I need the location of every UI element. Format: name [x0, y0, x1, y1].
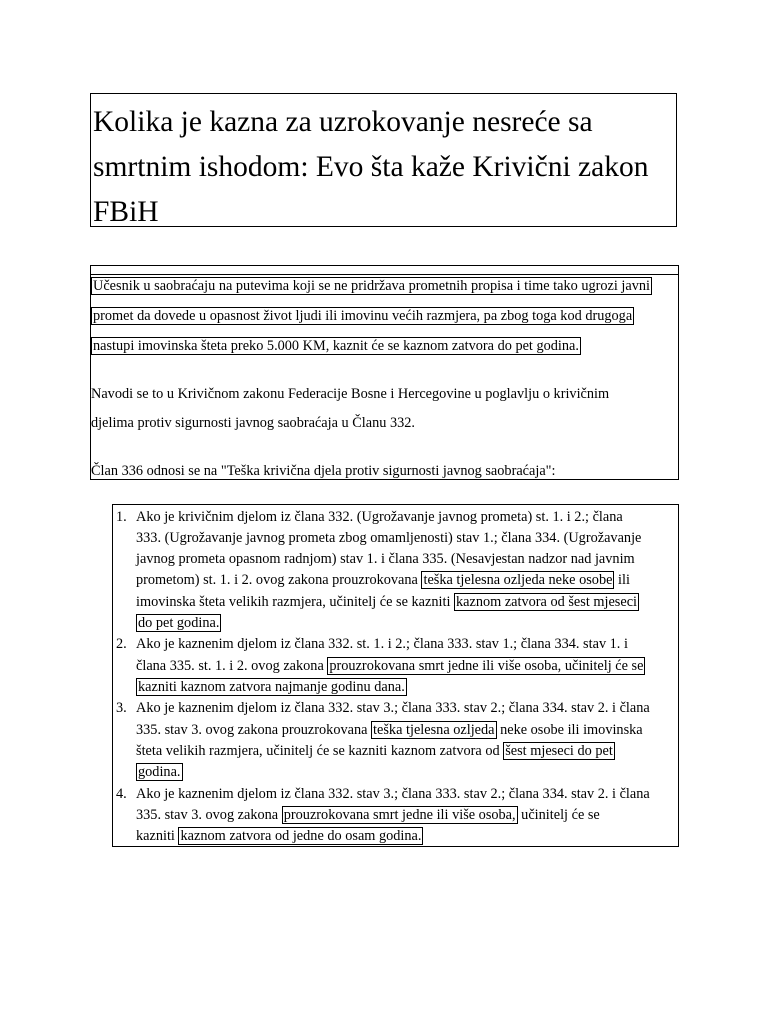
intro-p3: Član 336 odnosi se na "Teška krivična djela protiv sigurnosti javnog saobraćaja": — [91, 463, 556, 479]
intro-top-divider — [91, 266, 678, 275]
list-item-1-line-6 — [136, 613, 221, 633]
list-item-2-line-3 — [136, 677, 407, 697]
list-item-1-line-4 — [136, 570, 630, 590]
list-item-1-highlight-sentence: kaznom zatvora od šest mjeseci — [456, 594, 638, 610]
intro-p2-line-1: Navodi se to u Krivičnom zakonu Federacije Bosne i Hercegovine u poglavlju o krivičnim — [91, 386, 610, 402]
intro-p2-line-2: djelima protiv sigurnosti javnog saobraćaja u Članu 332. — [91, 415, 415, 431]
article-title — [90, 93, 677, 227]
list-item-4-highlight-sentence: kaznom zatvora od jedne do osam godina. — [180, 828, 422, 844]
list-item-3-highlight-sentence: šest mjeseci do pet — [505, 743, 613, 759]
list-item-1-line-5a: imovinska šteta velikih razmjera, učinitelj će se kazniti — [136, 594, 454, 610]
list-item-4-line-2a: 335. stav 3. ovog zakona — [136, 807, 282, 823]
list-item-1-line-4c: ili — [614, 572, 630, 588]
intro-section — [90, 265, 679, 480]
list-item-1-line-2: 333. (Ugrožavanje javnog prometa zbog omamljenosti) stav 1.; člana 334. (Ugrožavanje — [136, 530, 642, 546]
list-item-3-line-3 — [136, 741, 615, 761]
intro-p1-line-3 — [91, 336, 581, 356]
list-item-2-line-1: Ako je kaznenim djelom iz člana 332. st. 1. i 2.; člana 333. stav 1.; člana 334. stav 1. i — [136, 636, 628, 652]
penalties-list — [112, 504, 679, 847]
list-item-3-number: 3. — [116, 700, 127, 716]
list-item-2-number: 2. — [116, 636, 127, 652]
list-item-3-line-3a: šteta velikih razmjera, učinitelj će se kazniti kaznom zatvora od — [136, 743, 504, 759]
list-item-1-highlight-sentence-end: do pet godina. — [138, 615, 220, 631]
list-item-4-line-3a: kazniti — [136, 828, 179, 844]
list-item-4-number: 4. — [116, 786, 127, 802]
list-item-3-highlight-sentence-end: godina. — [138, 764, 181, 780]
intro-p1-line-2-text: promet da dovede u opasnost život ljudi ili imovinu većih razmjera, pa zbog toga kod drugoga — [93, 308, 633, 324]
intro-p1-line-2 — [91, 306, 634, 326]
list-item-3-line-2 — [136, 720, 643, 740]
title-line-2: smrtnim ishodom: Evo šta kaže Krivični zakon — [93, 151, 649, 183]
intro-p1-line-3-text: nastupi imovinska šteta preko 5.000 KM, kaznit će se kaznom zatvora do pet godina. — [93, 338, 579, 354]
list-item-2-line-2a: člana 335. st. 1. i 2. ovog zakona — [136, 658, 328, 674]
list-item-3-highlight-injury: teška tjelesna ozljeda — [373, 722, 495, 738]
list-item-2-line-2 — [136, 656, 645, 676]
list-item-1-highlight-injury: teška tjelesna ozljeda neke osobe — [423, 572, 613, 588]
title-line-3: FBiH — [93, 196, 159, 228]
list-item-2-highlight-sentence: kazniti kaznom zatvora najmanje godinu dana. — [138, 679, 405, 695]
list-item-3-line-2c: neke osobe ili imovinska — [496, 722, 643, 738]
list-item-3-line-1: Ako je kaznenim djelom iz člana 332. stav 3.; člana 333. stav 2.; člana 334. stav 2. i člana — [136, 700, 650, 716]
list-item-4-highlight-death: prouzrokovana smrt jedne ili više osoba, — [283, 807, 516, 823]
list-item-2-highlight-death: prouzrokovana smrt jedne ili više osoba, učinitelj će se — [329, 658, 644, 674]
list-item-1-line-1: Ako je krivičnim djelom iz člana 332. (Ugrožavanje javnog prometa) st. 1. i 2.; člana — [136, 509, 623, 525]
list-item-4-line-3 — [136, 826, 423, 846]
list-item-1-line-5 — [136, 592, 639, 612]
intro-p1-line-1 — [91, 276, 652, 296]
list-item-4-line-2 — [136, 805, 600, 825]
list-item-3-line-2a: 335. stav 3. ovog zakona prouzrokovana — [136, 722, 372, 738]
list-item-1-line-4a: prometom) st. 1. i 2. ovog zakona prouzrokovana — [136, 572, 422, 588]
title-line-1: Kolika je kazna za uzrokovanje nesreće sa — [93, 106, 593, 138]
list-item-4-line-2c: učinitelj će se — [517, 807, 600, 823]
list-item-1-line-3: javnog prometa opasnom radnjom) stav 1. i člana 335. (Nesavjestan nadzor nad javnim — [136, 551, 635, 567]
list-item-4-line-1: Ako je kaznenim djelom iz člana 332. stav 3.; člana 333. stav 2.; člana 334. stav 2. i člana — [136, 786, 650, 802]
intro-p1-line-1-text: Učesnik u saobraćaju na putevima koji se ne pridržava prometnih propisa i time tako ugrozi javni — [93, 278, 651, 294]
list-item-1-number: 1. — [116, 509, 127, 525]
list-item-3-line-4 — [136, 762, 183, 782]
